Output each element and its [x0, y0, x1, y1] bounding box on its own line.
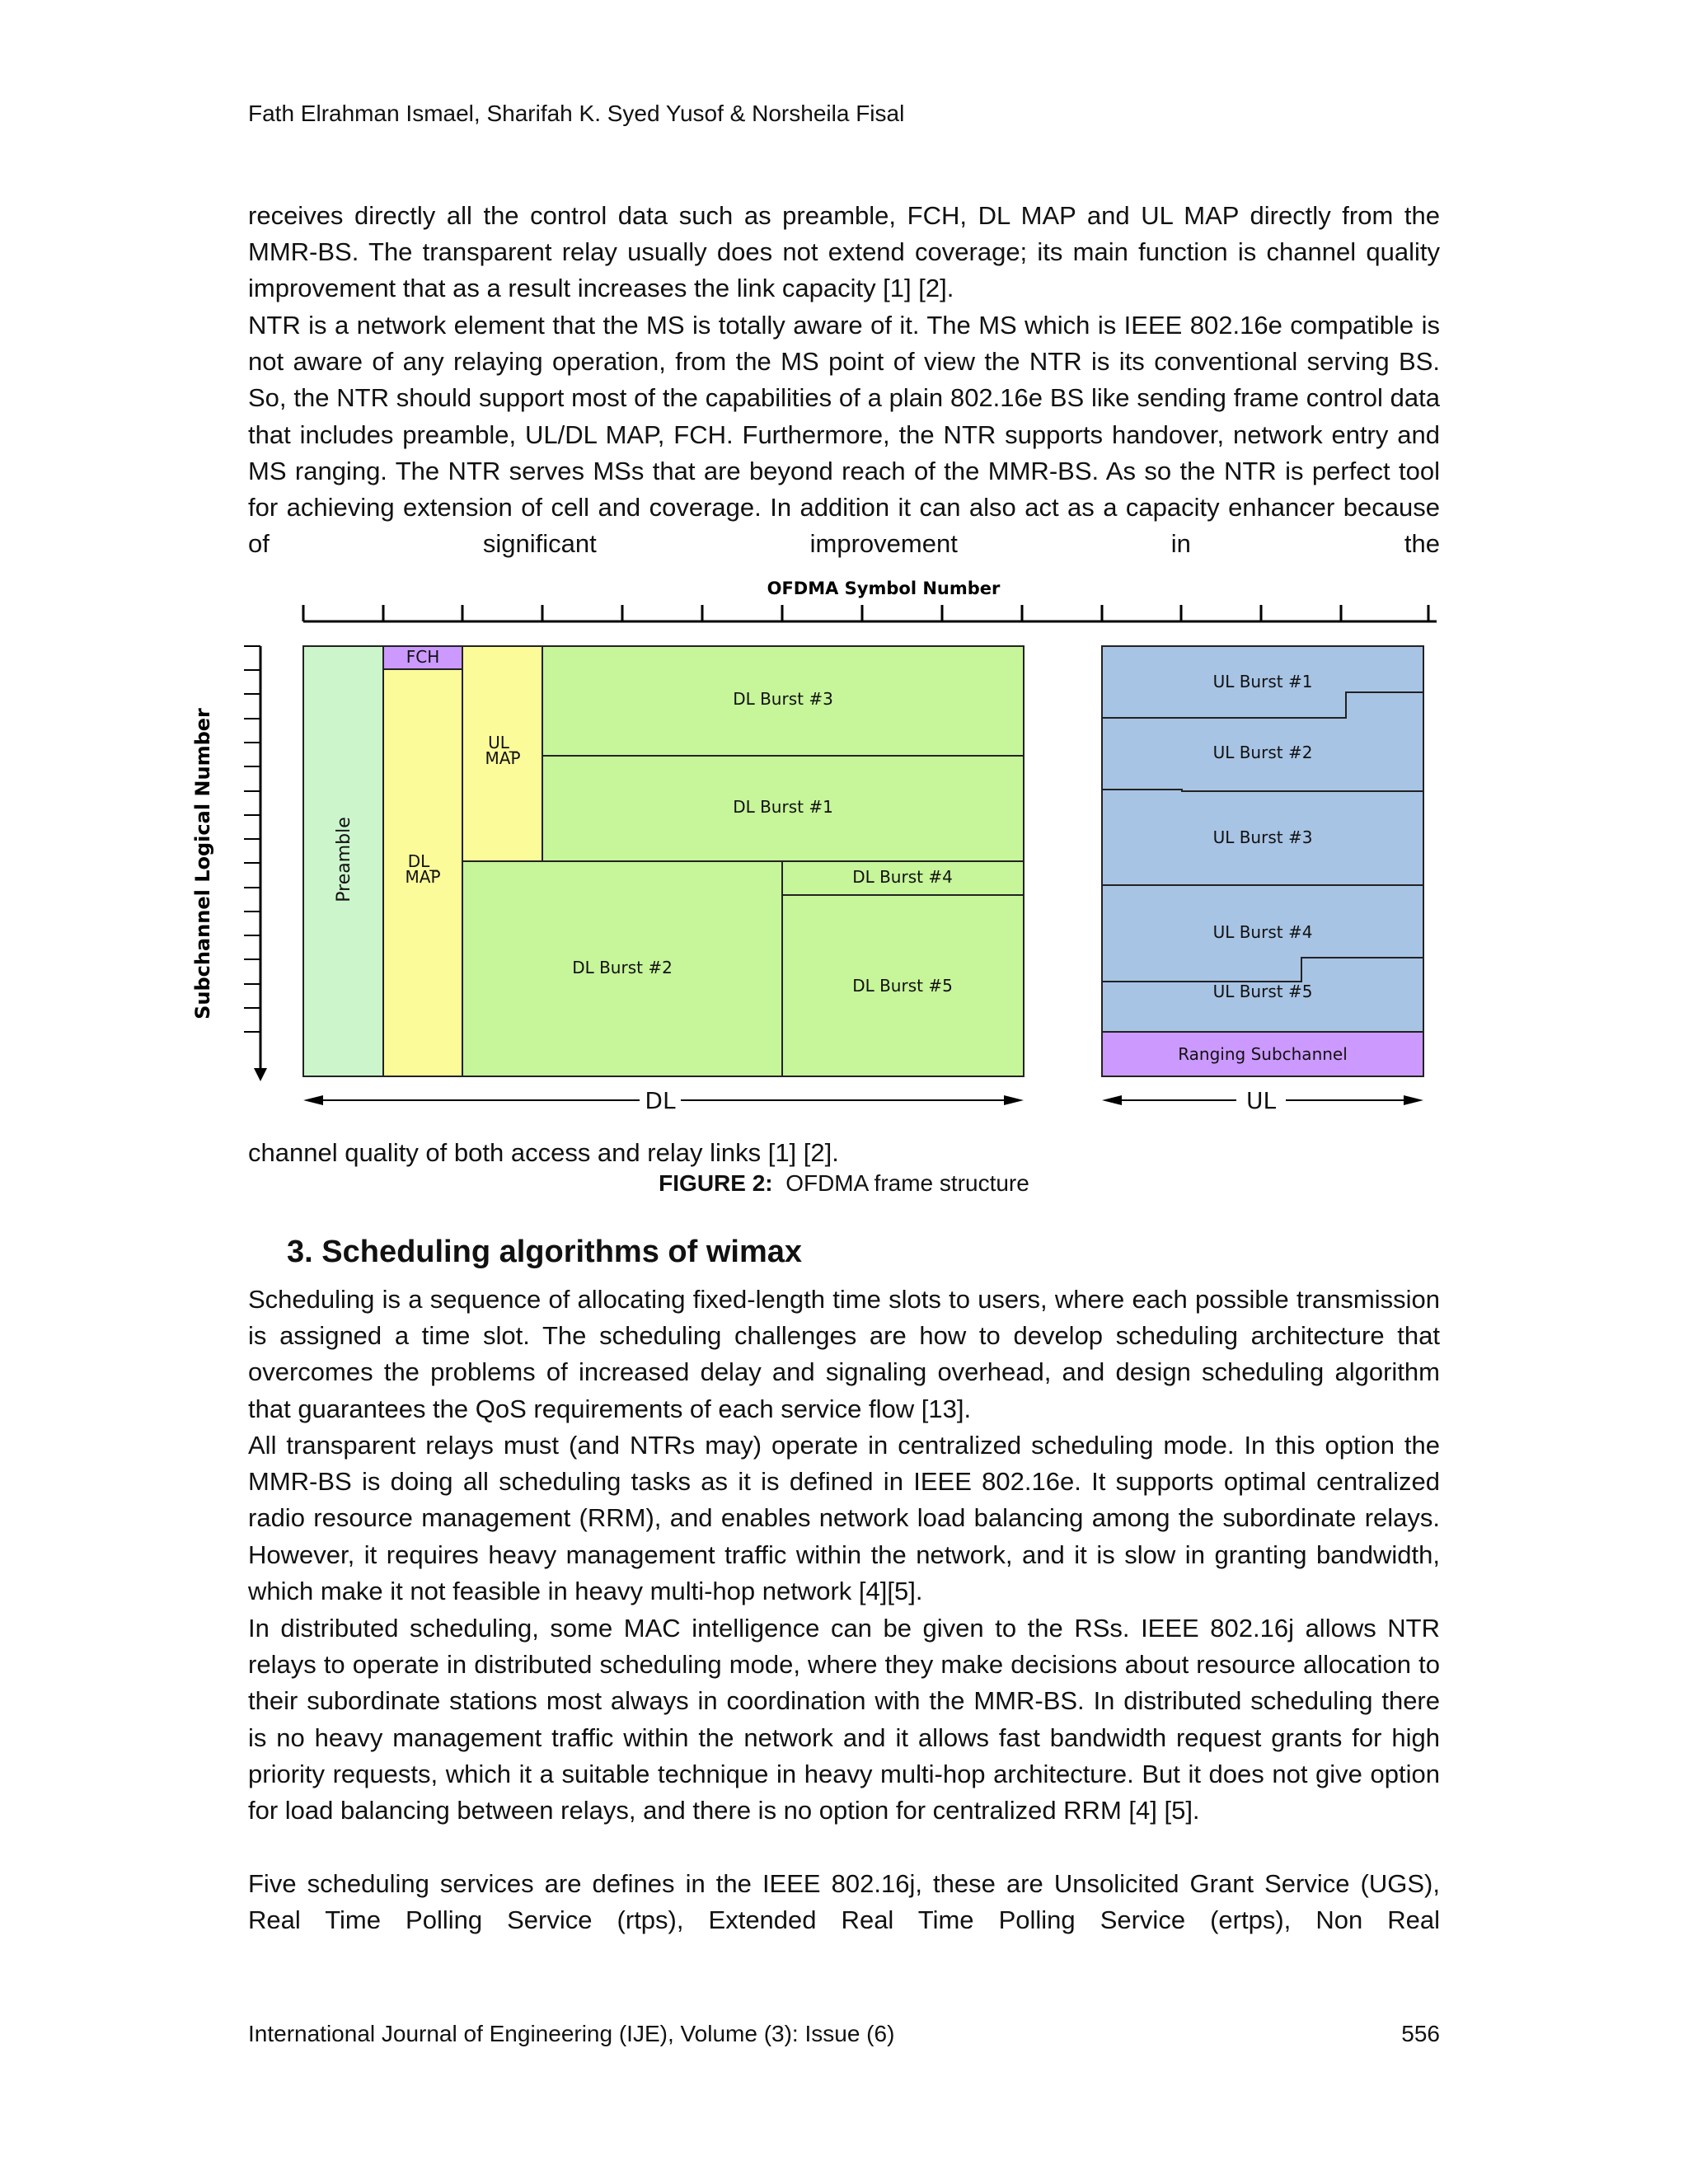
dl-burst-1-label: DL Burst #1	[733, 797, 833, 817]
dl-label: DL	[645, 1087, 676, 1114]
ofdma-frame-figure	[181, 575, 1451, 1119]
fch-label: FCH	[406, 647, 440, 667]
ranging-label: Ranging Subchannel	[1178, 1044, 1348, 1064]
dl-arrow-left	[303, 1095, 323, 1105]
y-axis-arrow	[254, 1068, 267, 1081]
paragraph-ntr-end: channel quality of both access and relay links [1] [2].	[248, 1138, 839, 1167]
page-number: 556	[1401, 2021, 1440, 2046]
paragraph-distributed-scheduling: In distributed scheduling, some MAC intelligence can be given to the RSs. IEEE 802.16j allows NTR relays to operate in distributed scheduling mode, where they make decisions about resource allocation to their subordinate stations most always in coordination with the MMR-BS. In distributed scheduling there is no heavy management traffic within the network and it allows fast bandwidth request grants for high priority requests, which it a suitable technique in heavy multi-hop architecture. But it does not give option for load balancing between relays, and there is no option for centralized RRM [4] [5].	[248, 1614, 1440, 1825]
ul-burst-1-label: UL Burst #1	[1212, 672, 1313, 691]
y-axis-title: Subchannel Logical Number	[191, 708, 214, 1019]
dl-burst-3-label: DL Burst #3	[733, 689, 833, 709]
ul-arrow-left	[1102, 1095, 1122, 1105]
preamble-label: Preamble	[334, 817, 354, 902]
paragraph-transparent-relay: receives directly all the control data such as preamble, FCH, DL MAP and UL MAP directly from the MMR-BS. The transparent relay usually does not extend coverage; its main function is channel quality improvement that as a result increases the link capacity [1] [2].	[248, 201, 1440, 303]
ul-map-label-1: UL_	[488, 733, 518, 752]
dl-burst-5-label: DL Burst #5	[852, 976, 953, 996]
paragraph-scheduling-services: Five scheduling services are defines in the IEEE 802.16j, these are Unsolicited Grant Service (UGS), Real Time Polling Service (rtps), Extended Real Time Polling Service (ertps), Non Real	[248, 1869, 1440, 1935]
ul-burst-4-label: UL Burst #4	[1212, 922, 1313, 942]
paragraph-centralized-scheduling: All transparent relays must (and NTRs may) operate in centralized scheduling mode. In this option the MMR-BS is doing all scheduling tasks as it is defined in IEEE 802.16e. It supports optimal centralized radio resource management (RRM), and enables network load balancing among the subordinate relays. However, it requires heavy management traffic within the network, and it is slow in granting bandwidth, which make it not feasible in heavy multi-hop network [4][5].	[248, 1431, 1440, 1605]
ul-label: UL	[1245, 1087, 1277, 1114]
running-header: Fath Elrahman Ismael, Sharifah K. Syed Yusof & Norsheila Fisal	[248, 101, 905, 126]
figure-caption	[0, 1170, 1688, 1197]
dl-map-label-1: DL_	[407, 851, 438, 871]
ul-burst-2-label: UL Burst #2	[1212, 743, 1313, 762]
figure-caption-text: OFDMA frame structure	[785, 1170, 1029, 1196]
dl-map-label-2: MAP	[405, 867, 441, 887]
dl-burst-2-label: DL Burst #2	[572, 958, 673, 977]
paragraph-scheduling-intro: Scheduling is a sequence of allocating fixed-length time slots to users, where each possible transmission is assigned a time slot. The scheduling challenges are how to develop scheduling architecture that overcomes the problems of increased delay and signaling overhead, and design scheduling algorithm that guarantees the QoS requirements of each service flow [13].	[248, 1285, 1440, 1423]
ul-arrow-right	[1404, 1095, 1423, 1105]
dl-arrow-right	[1004, 1095, 1024, 1105]
figure-caption-label: FIGURE 2:	[659, 1170, 773, 1196]
section-title: 3. Scheduling algorithms of wimax	[287, 1235, 802, 1269]
x-axis-title: OFDMA Symbol Number	[767, 579, 1001, 598]
ul-map-label-2: MAP	[485, 748, 521, 768]
dl-burst-4-label: DL Burst #4	[852, 867, 953, 887]
paragraph-ntr: NTR is a network element that the MS is totally aware of it. The MS which is IEEE 802.16e compatible is not aware of any relaying operation, from the MS point of view the NTR is its conventional serving BS. So, the NTR should support most of the capabilities of a plain 802.16e BS like sending frame control data that includes preamble, UL/DL MAP, FCH. Furthermore, the NTR supports handover, network entry and MS ranging. The NTR serves MSs that are beyond reach of the MMR-BS. As so the NTR is perfect tool for achieving extension of cell and coverage. In addition it can also act as a capacity enhancer because of significant improvement in the	[248, 311, 1440, 559]
ul-burst-3-label: UL Burst #3	[1212, 827, 1313, 847]
ul-burst-5-label: UL Burst #5	[1212, 982, 1313, 1001]
footer-journal: International Journal of Engineering (IJE), Volume (3): Issue (6)	[248, 2021, 895, 2046]
